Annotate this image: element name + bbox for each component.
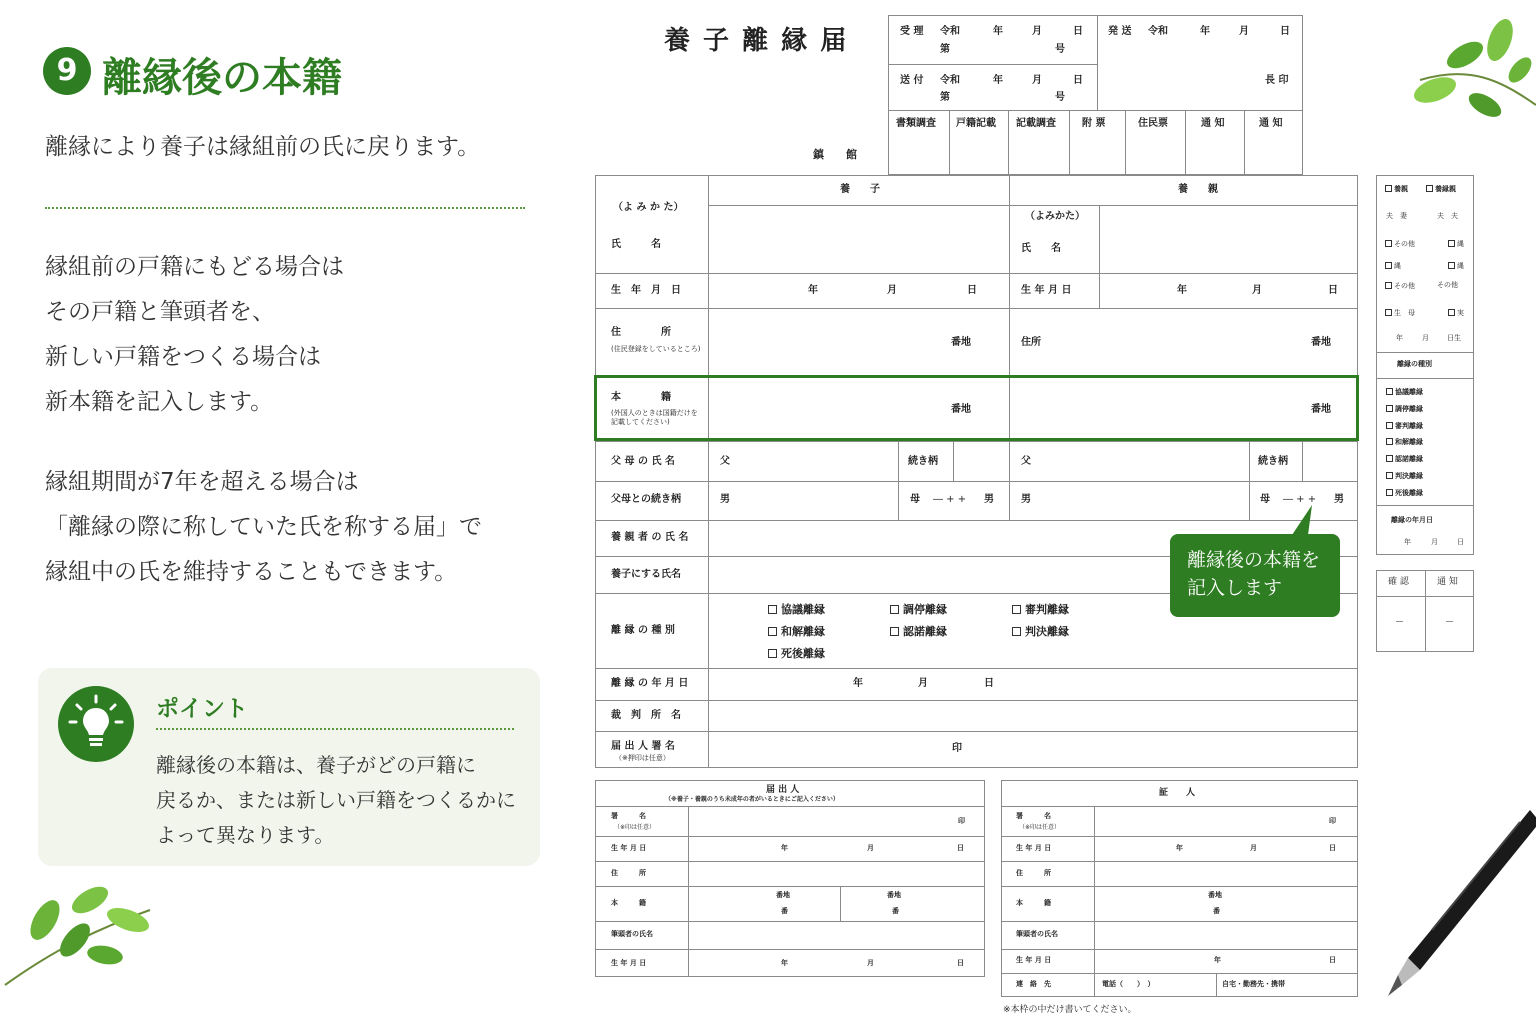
form-label: 養 子 bbox=[840, 184, 880, 195]
form-label: 通 知 bbox=[1259, 118, 1283, 129]
form-label: （※養子・養親のうち未成年の者がいるときにご記入ください） bbox=[665, 796, 839, 803]
form-label: 長 印 bbox=[1265, 75, 1289, 86]
form-label: 日 bbox=[1329, 956, 1336, 964]
form-label: 印 bbox=[1329, 817, 1336, 825]
form-rule bbox=[1376, 596, 1474, 597]
form-label: 離縁の種別 bbox=[1397, 360, 1432, 368]
form-rule bbox=[595, 806, 985, 807]
form-label: 父 母 の 氏 名 bbox=[611, 456, 675, 467]
form-label: 第 bbox=[940, 92, 950, 103]
form-rule bbox=[595, 308, 1358, 309]
form-label: 男 bbox=[984, 494, 994, 505]
form-label: 住 所 bbox=[611, 869, 646, 877]
form-rule bbox=[595, 861, 985, 862]
form-label: その他 bbox=[1385, 240, 1415, 248]
form-rule bbox=[840, 886, 841, 921]
form-rule bbox=[1069, 110, 1070, 175]
form-rule bbox=[708, 205, 1358, 206]
form-label: 裁 判 所 名 bbox=[611, 710, 681, 721]
notifier-table bbox=[595, 780, 985, 977]
witness-table bbox=[1001, 780, 1358, 997]
form-label: 調停離縁 bbox=[1386, 405, 1423, 413]
checkbox-chotei[interactable]: 調停離縁 bbox=[890, 604, 947, 615]
form-label: （※印は任意） bbox=[614, 824, 656, 831]
form-label: 通 知 bbox=[1201, 118, 1225, 129]
form-rule bbox=[595, 441, 1358, 442]
form-rule bbox=[1185, 110, 1186, 175]
form-label: 氏 名 bbox=[1021, 243, 1061, 254]
form-label: ― + + bbox=[1283, 494, 1317, 505]
form-label: 月 bbox=[1239, 26, 1249, 37]
form-label: 生 母 bbox=[1385, 309, 1415, 317]
form-label: 年 bbox=[853, 678, 863, 689]
form-label: 年 bbox=[781, 959, 788, 967]
form-rule bbox=[1001, 806, 1358, 807]
pen-icon bbox=[1380, 800, 1536, 1000]
form-label: 月 bbox=[867, 959, 874, 967]
form-rule bbox=[1008, 110, 1009, 175]
form-label: 審判離縁 bbox=[1386, 422, 1423, 430]
form-rule bbox=[888, 64, 1097, 65]
form-rule bbox=[1001, 921, 1358, 922]
checkbox-nindaku[interactable]: 認諾離縁 bbox=[890, 626, 947, 637]
form-rule bbox=[1125, 110, 1126, 175]
form-label: 日 bbox=[1280, 26, 1290, 37]
form-label: 号 bbox=[1055, 92, 1065, 103]
form-label: 筆頭者の氏名 bbox=[1016, 930, 1058, 938]
form-label: 署 名 bbox=[611, 812, 646, 820]
form-label: 番地 bbox=[951, 404, 971, 415]
main-form-table bbox=[595, 175, 1358, 768]
form-label: 住民票 bbox=[1138, 118, 1168, 129]
checkbox-wakai[interactable]: 和解離縁 bbox=[768, 626, 825, 637]
lightbulb-icon bbox=[58, 686, 134, 762]
checkbox-hanketsu[interactable]: 判決離縁 bbox=[1012, 626, 1069, 637]
point-title: ポイント bbox=[156, 696, 248, 722]
form-rule bbox=[595, 731, 1358, 732]
form-label: 月 bbox=[1032, 26, 1042, 37]
form-label: 届 出 人 署 名 bbox=[611, 741, 675, 752]
callout-bubble: 離縁後の本籍を 記入します bbox=[1170, 534, 1340, 617]
form-label: 年 bbox=[1176, 844, 1183, 852]
form-label: 日 bbox=[1073, 26, 1083, 37]
form-label: 日 bbox=[1329, 844, 1336, 852]
form-label: その他 bbox=[1385, 282, 1415, 290]
form-label: 第 bbox=[940, 44, 950, 55]
leaf-branch-icon bbox=[0, 880, 160, 990]
form-label: 協議離縁 bbox=[1386, 388, 1423, 396]
form-label: （※押印は任意） bbox=[615, 754, 670, 762]
footnote: ※本枠の中だけ書いてください。 bbox=[1003, 1005, 1137, 1015]
form-label: ― + + bbox=[933, 494, 967, 505]
form-label: 月 bbox=[1250, 844, 1257, 852]
form-rule bbox=[595, 700, 1358, 701]
form-label: 判決離縁 bbox=[1386, 472, 1423, 480]
form-label: 記載調査 bbox=[1016, 118, 1056, 129]
form-label: 母 bbox=[910, 494, 920, 505]
form-label: 認諾離縁 bbox=[1386, 455, 1423, 463]
form-rule bbox=[1376, 505, 1474, 506]
callout-pointer bbox=[1282, 505, 1314, 537]
form-rule bbox=[1097, 15, 1098, 110]
form-label: 離 縁 の 種 別 bbox=[611, 625, 675, 636]
form-label: 生 年 月 日 bbox=[611, 959, 647, 967]
form-label: 縄 bbox=[1448, 240, 1464, 248]
form-label: 月 bbox=[887, 285, 897, 296]
explanation-paragraph-1: 縁組前の戸籍にもどる場合は その戸籍と筆頭者を、 新しい戸籍をつくる場合は 新本籍を記入します。 bbox=[45, 254, 344, 415]
form-rule bbox=[1425, 570, 1426, 652]
form-label: 書類調査 bbox=[896, 118, 936, 129]
form-label: 証 人 bbox=[1159, 788, 1196, 798]
explanation-paragraph-2: 縁組期間が7年を超える場合は 「離縁の際に称していた氏を称する届」で 縁組中の氏を維持することもできます。 bbox=[45, 469, 482, 585]
form-rule bbox=[1099, 205, 1100, 308]
step-number-badge: 9 bbox=[43, 47, 91, 95]
form-label: 続き柄 bbox=[908, 456, 938, 467]
form-label: 住 所 bbox=[611, 327, 671, 338]
form-label: 死後離縁 bbox=[1386, 489, 1423, 497]
form-rule bbox=[1244, 110, 1245, 175]
form-rule bbox=[1376, 352, 1474, 353]
form-label: ― bbox=[1396, 617, 1403, 625]
form-rule bbox=[1376, 378, 1474, 379]
form-label: 月 bbox=[1431, 538, 1438, 546]
form-rule bbox=[949, 110, 950, 175]
checkbox-shigo[interactable]: 死後離縁 bbox=[768, 648, 825, 659]
form-label: 日 bbox=[957, 844, 964, 852]
form-label: 男 bbox=[720, 494, 730, 505]
point-box bbox=[38, 668, 540, 866]
form-rule bbox=[595, 836, 985, 837]
form-label: 実 bbox=[1448, 309, 1464, 317]
form-label: 養子にする氏名 bbox=[611, 569, 681, 580]
form-label: 受 理 bbox=[900, 26, 924, 37]
form-label: 男 bbox=[1334, 494, 1344, 505]
form-label: 年 bbox=[808, 285, 818, 296]
form-label: 父 bbox=[1021, 456, 1031, 467]
form-label: 番地 bbox=[776, 891, 790, 899]
form-label: 日 bbox=[957, 959, 964, 967]
form-label: 夫 夫 bbox=[1437, 212, 1458, 220]
form-label: 日 bbox=[1328, 285, 1338, 296]
form-label: 父 bbox=[720, 456, 730, 467]
honseki-highlight bbox=[594, 375, 1359, 441]
form-label: 母 bbox=[1260, 494, 1270, 505]
form-label: 離縁の年月日 bbox=[1391, 516, 1433, 524]
form-rule bbox=[888, 110, 1303, 111]
leaf-branch-icon bbox=[1400, 10, 1536, 130]
form-label: 生 年 月 日 bbox=[1016, 844, 1052, 852]
form-label: 生 年 月 日 bbox=[611, 285, 681, 296]
form-label: その他 bbox=[1437, 281, 1458, 289]
form-label: 番 bbox=[1213, 907, 1220, 915]
form-label: 印 bbox=[958, 817, 965, 825]
form-label: 電話（ ） ） bbox=[1102, 980, 1155, 988]
form-label: 年 bbox=[1177, 285, 1187, 296]
form-label: 本 籍 bbox=[611, 899, 646, 907]
form-label: 日生 bbox=[1447, 334, 1461, 342]
form-rule bbox=[1302, 441, 1303, 481]
form-title: 養 子 離 縁 届 bbox=[664, 26, 849, 56]
form-rule bbox=[595, 273, 1358, 274]
form-label: 送 付 bbox=[900, 75, 924, 86]
form-label: 養 親 bbox=[1178, 184, 1218, 195]
form-label: 番地 bbox=[951, 337, 971, 348]
form-label: （よ み か た） bbox=[613, 202, 684, 213]
form-label: 日 bbox=[967, 285, 977, 296]
form-label: 年 bbox=[993, 26, 1003, 37]
form-rule bbox=[688, 806, 689, 977]
form-label: 令和 bbox=[940, 75, 960, 86]
form-label: 番地 bbox=[887, 891, 901, 899]
intro-text: 離縁により養子は縁組前の氏に戻ります。 bbox=[45, 134, 481, 160]
form-label: 住 所 bbox=[1016, 869, 1051, 877]
form-rule bbox=[595, 668, 1358, 669]
form-label: ― bbox=[1446, 617, 1453, 625]
form-label: 年 bbox=[1396, 334, 1403, 342]
form-label: 続き柄 bbox=[1258, 456, 1288, 467]
form-label: 生 年 月 日 bbox=[1021, 285, 1072, 296]
point-text: 離縁後の本籍は、養子がどの戸籍に 戻るか、または新しい戸籍をつくるかに よって異なります。 bbox=[156, 753, 516, 847]
form-label: 和解離縁 bbox=[1386, 438, 1423, 446]
checkbox-kyogi[interactable]: 協議離縁 bbox=[768, 604, 825, 615]
form-label: 日 bbox=[984, 678, 994, 689]
form-label: 確 認 bbox=[1388, 577, 1409, 587]
form-label: 号 bbox=[1055, 44, 1065, 55]
form-label: 届 出 人 bbox=[766, 785, 800, 795]
form-label: 月 bbox=[1422, 334, 1429, 342]
form-label: 年 bbox=[993, 75, 1003, 86]
form-label: 月 bbox=[867, 844, 874, 852]
form-label: 番地 bbox=[1208, 891, 1222, 899]
form-label: 印 bbox=[952, 743, 962, 754]
form-label: 縄 bbox=[1385, 262, 1401, 270]
form-label: 夫 妻 bbox=[1386, 212, 1407, 220]
form-label: 年 bbox=[1214, 956, 1221, 964]
form-rule bbox=[595, 520, 1358, 521]
form-label: 番地 bbox=[1311, 337, 1331, 348]
form-label: 番 bbox=[892, 907, 899, 915]
form-label: 戸籍記載 bbox=[956, 118, 996, 129]
form-rule bbox=[595, 886, 985, 887]
form-label: (住民登録をしているところ) bbox=[611, 345, 701, 353]
form-label: 月 bbox=[1252, 285, 1262, 296]
form-label: 養親 bbox=[1385, 185, 1408, 193]
form-label: 発 送 bbox=[1108, 26, 1132, 37]
form-label: 年 bbox=[1200, 26, 1210, 37]
form-label: 年 bbox=[781, 844, 788, 852]
form-rule bbox=[1001, 949, 1358, 950]
page-title: 離縁後の本籍 bbox=[102, 55, 342, 101]
form-rule bbox=[1094, 806, 1095, 997]
office-label: 鎮 館 bbox=[813, 148, 857, 161]
form-label: 生 年 月 日 bbox=[611, 844, 647, 852]
form-rule bbox=[1001, 973, 1358, 974]
form-label: 連 絡 先 bbox=[1016, 980, 1051, 988]
dotted-divider bbox=[45, 207, 525, 209]
form-rule bbox=[1249, 441, 1250, 520]
form-label: 住所 bbox=[1021, 337, 1041, 348]
form-label: 父母との続き柄 bbox=[611, 494, 681, 505]
form-rule bbox=[1216, 973, 1217, 997]
form-rule bbox=[595, 949, 985, 950]
form-label: 男 bbox=[1021, 494, 1031, 505]
form-label: 番 bbox=[781, 907, 788, 915]
point-divider bbox=[156, 728, 514, 730]
form-label: 本 籍 bbox=[611, 392, 671, 403]
form-label: 日 bbox=[1457, 538, 1464, 546]
form-label: 附 票 bbox=[1082, 118, 1106, 129]
form-label: 自宅・勤務先・携帯 bbox=[1222, 980, 1285, 988]
form-rule bbox=[953, 441, 954, 481]
form-rule bbox=[595, 481, 1358, 482]
form-label: 令和 bbox=[1148, 26, 1168, 37]
form-rule bbox=[1001, 886, 1358, 887]
receipt-block bbox=[888, 15, 1303, 175]
form-label: 署 名 bbox=[1016, 812, 1051, 820]
form-label: 令和 bbox=[940, 26, 960, 37]
form-label: 離 縁 の 年 月 日 bbox=[611, 678, 689, 689]
form-label: 養縁親 bbox=[1426, 185, 1456, 193]
form-label: 氏 名 bbox=[611, 239, 661, 250]
form-label: 筆頭者の氏名 bbox=[611, 930, 653, 938]
form-rule bbox=[708, 175, 709, 768]
form-rule bbox=[1001, 836, 1358, 837]
form-label: 月 bbox=[918, 678, 928, 689]
form-label: 月 bbox=[1032, 75, 1042, 86]
form-label: 養 親 者 の 氏 名 bbox=[611, 532, 689, 543]
form-rule bbox=[595, 921, 985, 922]
form-label: 通 知 bbox=[1437, 577, 1458, 587]
form-label: 年 bbox=[1404, 538, 1411, 546]
form-label: 生 年 月 日 bbox=[1016, 956, 1052, 964]
form-label: （※印は任意） bbox=[1019, 824, 1061, 831]
form-label: 本 籍 bbox=[1016, 899, 1051, 907]
form-rule bbox=[1001, 861, 1358, 862]
form-label: 縄 bbox=[1448, 262, 1464, 270]
form-label: 日 bbox=[1073, 75, 1083, 86]
form-label: (外国人のときは国籍だけを記載してください) bbox=[611, 409, 698, 426]
form-label: 番地 bbox=[1311, 404, 1331, 415]
form-label: （よみかた） bbox=[1025, 211, 1085, 222]
form-rule bbox=[898, 441, 899, 520]
checkbox-shinpan[interactable]: 審判離縁 bbox=[1012, 604, 1069, 615]
